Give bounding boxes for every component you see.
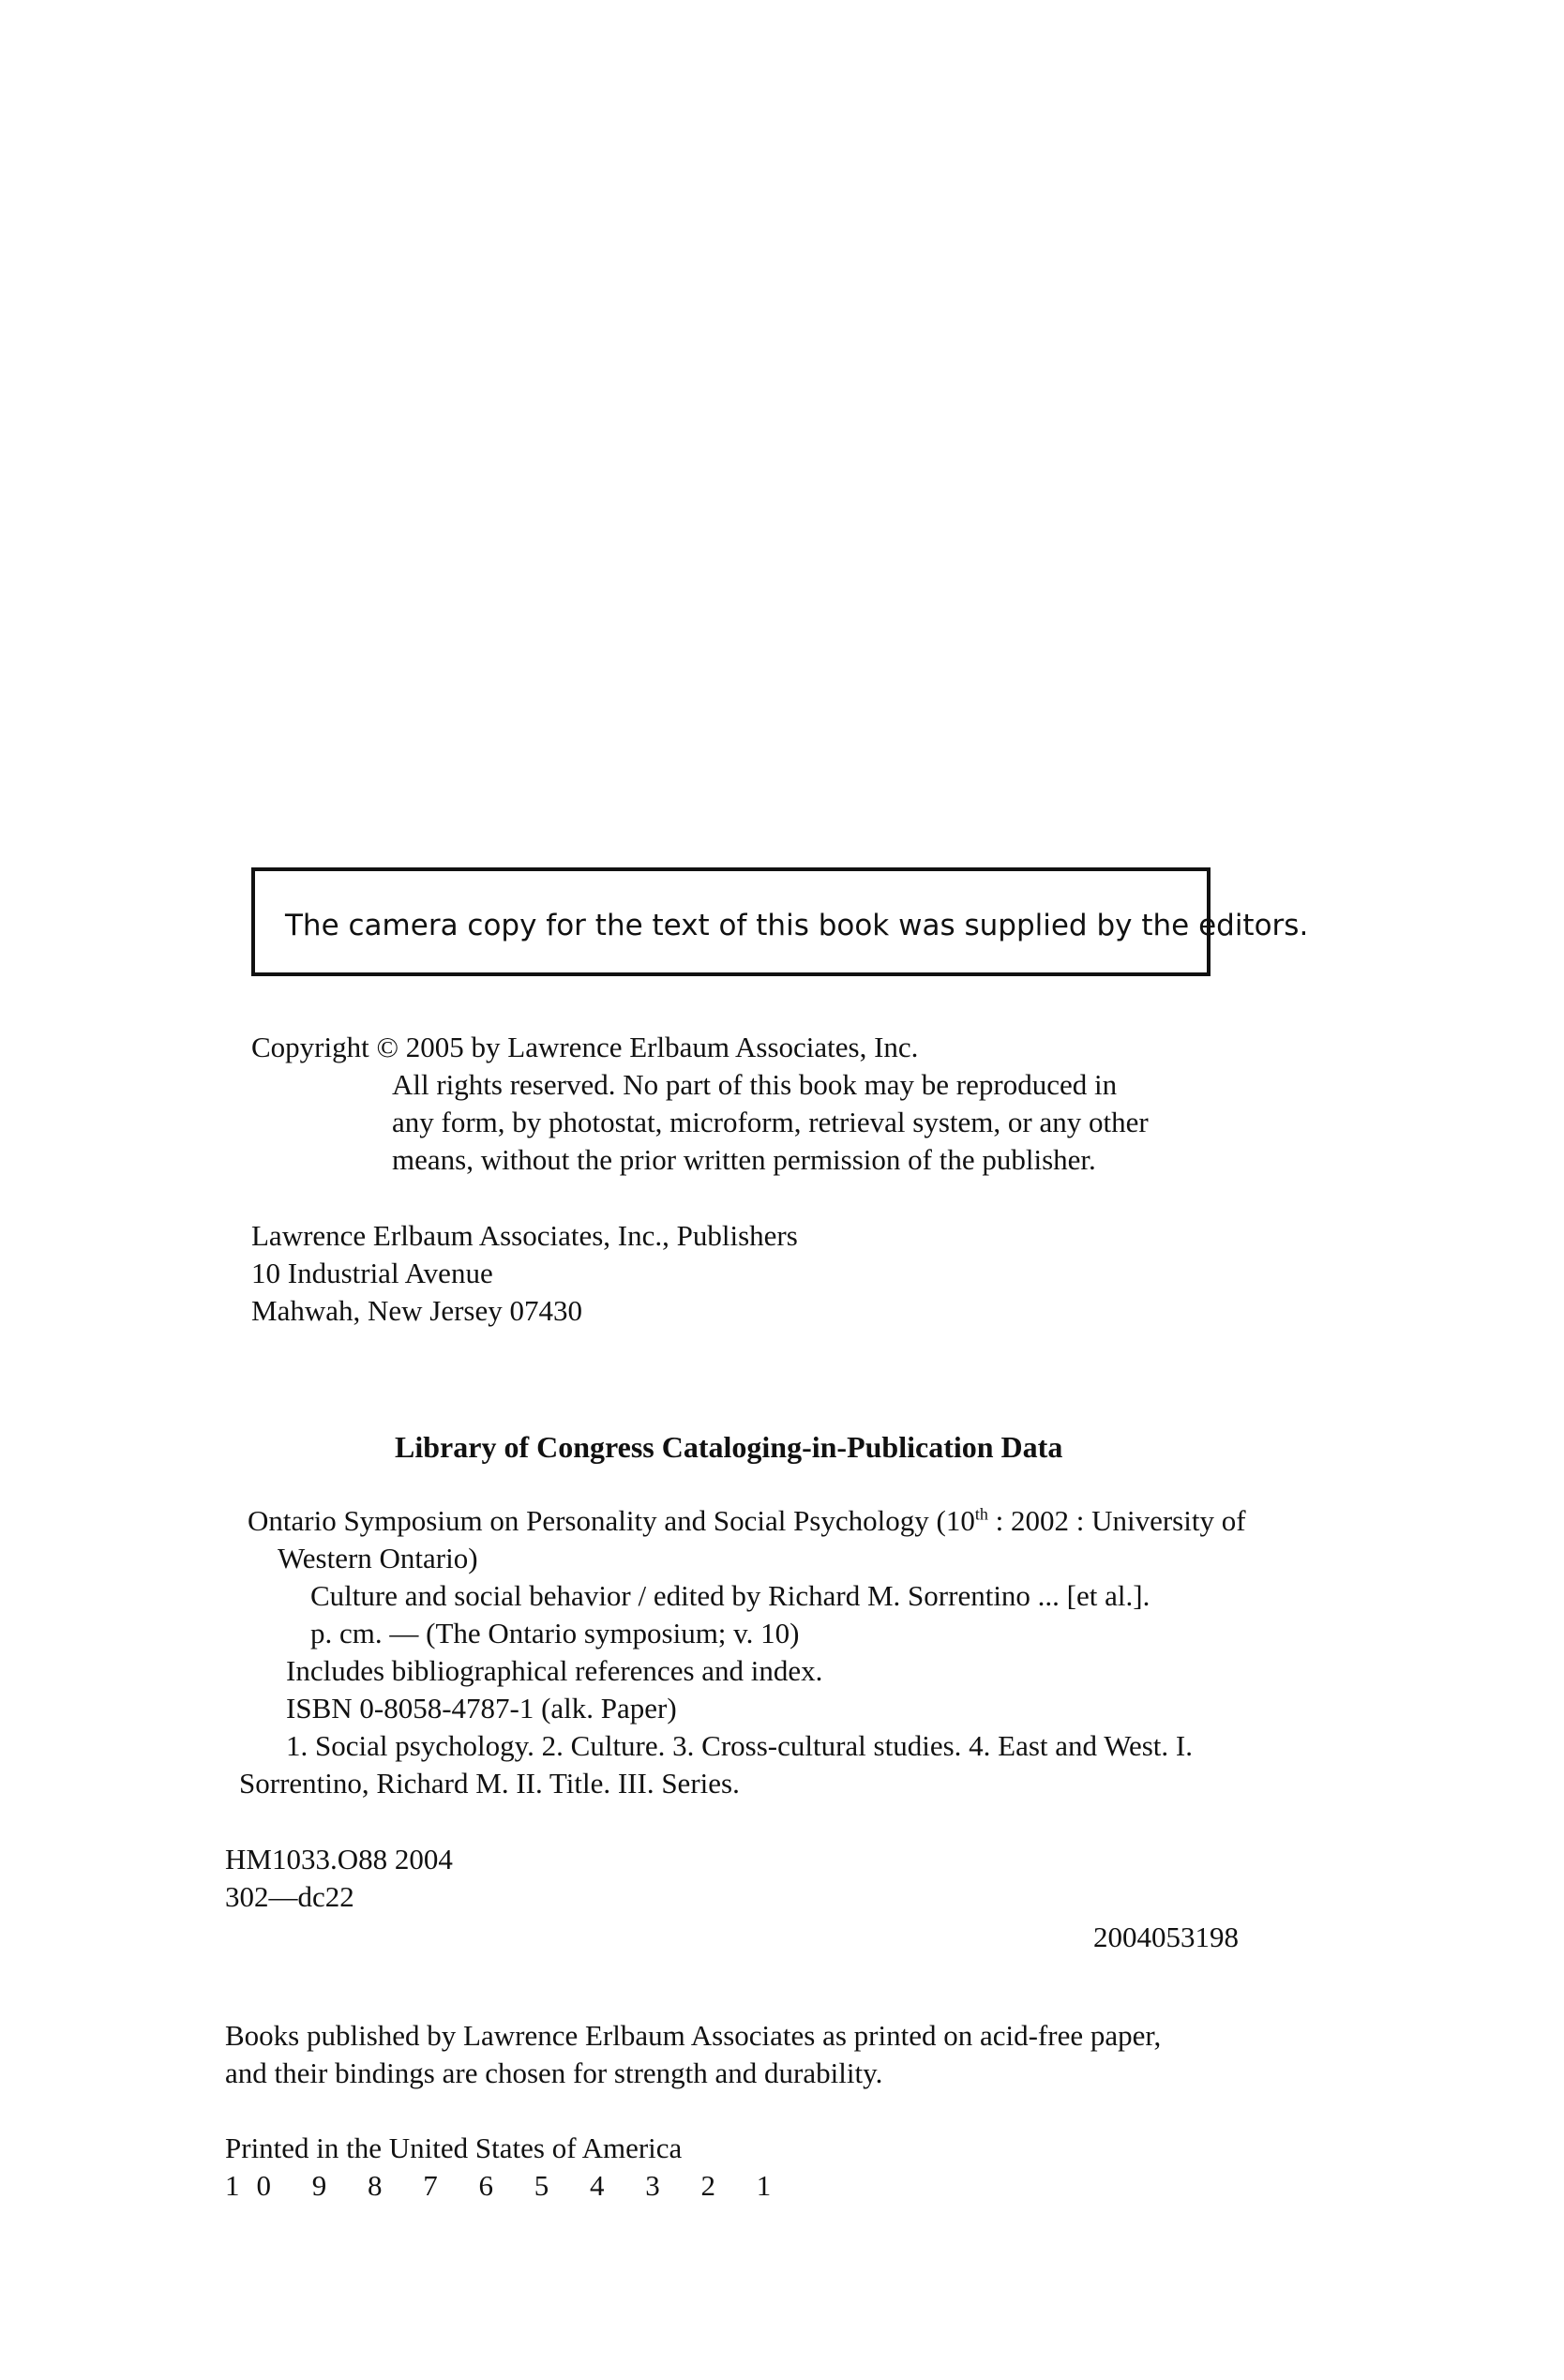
cip-line-8: Sorrentino, Richard M. II. Title. III. Series. xyxy=(239,1767,740,1800)
cip-line-7: 1. Social psychology. 2. Culture. 3. Cross-cultural studies. 4. East and West. I. xyxy=(286,1729,1193,1762)
lccn: 2004053198 xyxy=(1093,1921,1239,1953)
paper-note-line-1: Books published by Lawrence Erlbaum Associates as printed on acid-free paper, xyxy=(225,2019,1162,2052)
cip-line-2: Western Ontario) xyxy=(278,1542,478,1574)
cip-line-1 xyxy=(248,1506,1246,1535)
cip-line-6: ISBN 0-8058-4787-1 (alk. Paper) xyxy=(286,1692,677,1725)
call-number: HM1033.O88 2004 xyxy=(225,1843,453,1875)
printing-numbers: 10 9 8 7 6 5 4 3 2 1 xyxy=(225,2169,789,2202)
cip-line-3: Culture and social behavior / edited by Richard M. Sorrentino ... [et al.]. xyxy=(310,1579,1150,1612)
cip-line-1-superscript: th xyxy=(974,1504,988,1524)
cip-line-1-after: : 2002 : University of xyxy=(987,1504,1246,1537)
publisher-street: 10 Industrial Avenue xyxy=(251,1257,493,1289)
cip-heading: Library of Congress Cataloging-in-Publication Data xyxy=(395,1430,1063,1464)
publisher-city: Mahwah, New Jersey 07430 xyxy=(251,1294,582,1327)
rights-line-2: any form, by photostat, microform, retrieval system, or any other xyxy=(392,1106,1149,1138)
copyright-line: Copyright © 2005 by Lawrence Erlbaum Associates, Inc. xyxy=(251,1031,919,1063)
publisher-name: Lawrence Erlbaum Associates, Inc., Publishers xyxy=(251,1219,798,1252)
printed-country: Printed in the United States of America xyxy=(225,2131,683,2164)
paper-note-line-2: and their bindings are chosen for strength and durability. xyxy=(225,2056,883,2089)
dewey-number: 302—dc22 xyxy=(225,1880,354,1913)
cip-line-5: Includes bibliographical references and index. xyxy=(286,1654,823,1687)
cip-line-1-before: Ontario Symposium on Personality and Social Psychology (10 xyxy=(248,1504,975,1537)
camera-copy-notice: The camera copy for the text of this book was supplied by the editors. xyxy=(285,909,1309,942)
rights-line-3: means, without the prior written permission of the publisher. xyxy=(392,1143,1096,1176)
cip-line-4: p. cm. — (The Ontario symposium; v. 10) xyxy=(310,1617,800,1649)
rights-line-1: All rights reserved. No part of this book may be reproduced in xyxy=(392,1068,1118,1101)
